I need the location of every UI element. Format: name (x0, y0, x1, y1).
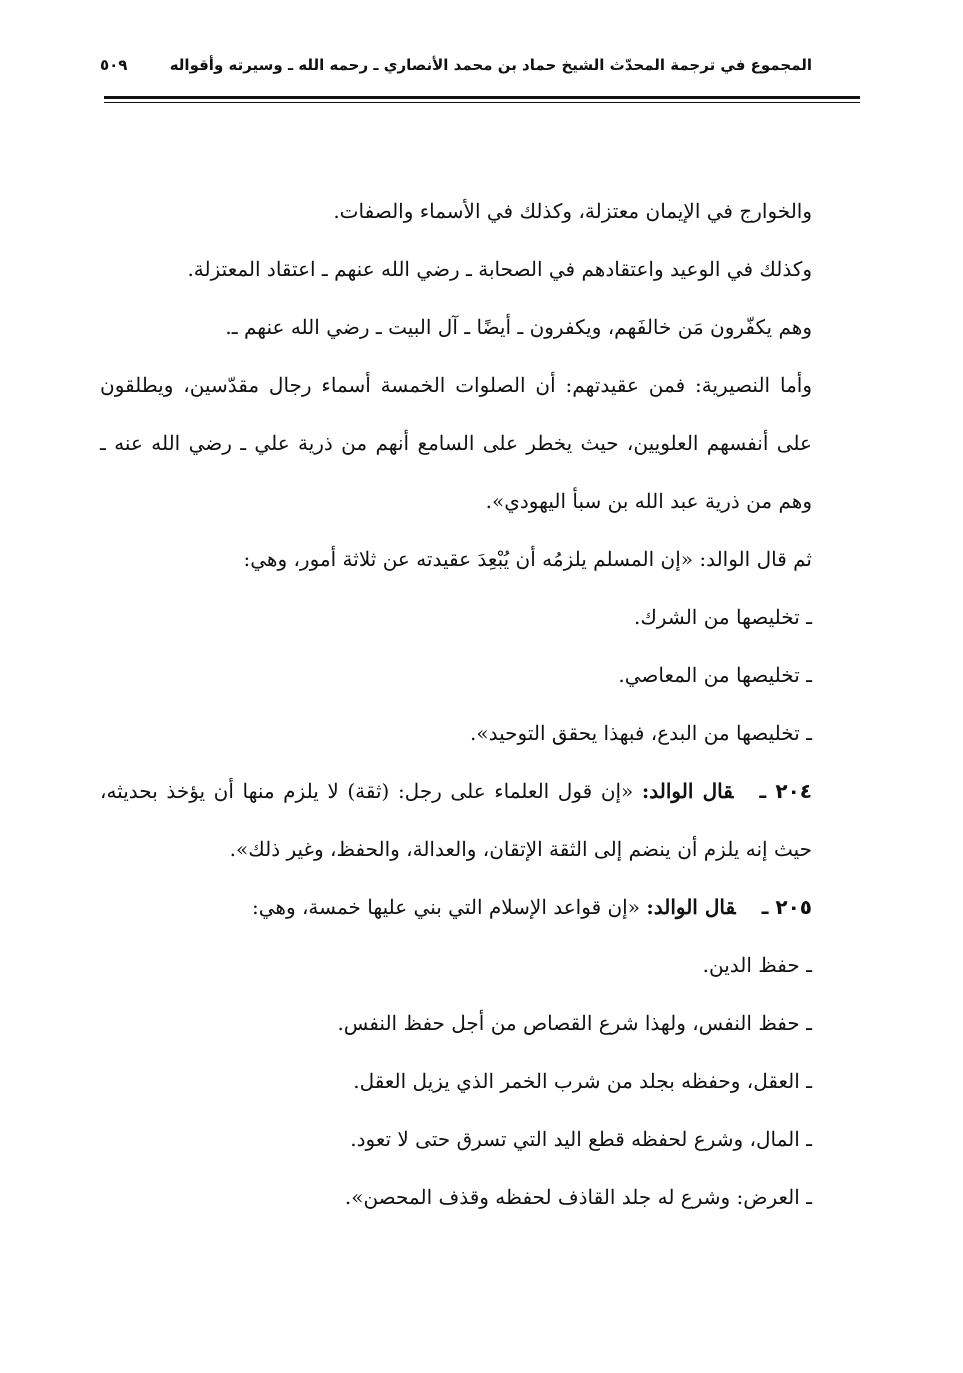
paragraph-three-matters: ثم قال الوالد: «إن المسلم يلزمُه أن يُبْعِدَ عقيدته عن ثلاثة أمور، وهي: (243, 547, 812, 571)
list-item-bida: ـ تخليصها من البدع، فبهذا يحقق التوحيد». (470, 721, 812, 745)
header-rule-thin (104, 102, 860, 103)
list-item-shirk: ـ تخليصها من الشرك. (633, 605, 812, 629)
page-body (100, 182, 812, 1226)
list-item-maal: ـ المال، وشرع لحفظه قطع اليد التي تسرق حتى لا تعود. (350, 1127, 812, 1151)
entry-204-lead: قال الوالد: (641, 779, 734, 803)
paragraph-takfeer: وهم يكفّرون مَن خالفَهم، ويكفرون ـ أيضًا ـ آل البيت ـ رضي الله عنهم ـ. (225, 315, 812, 339)
list-item-ird: ـ العرض: وشرع له جلد القاذف لحفظه وقذف المحصن». (344, 1185, 812, 1209)
list-item-aql: ـ العقل، وحفظه بجلد من شرب الخمر الذي يزيل العقل. (353, 1069, 812, 1093)
running-header (100, 52, 812, 84)
list-item-maasi: ـ تخليصها من المعاصي. (618, 663, 812, 687)
running-header-title: المجموع في ترجمة المحدّث الشيخ حماد بن محمد الأنصاري ـ رحمه الله ـ وسيرته وأقواله (169, 56, 812, 74)
paragraph-waeed: وكذلك في الوعيد واعتقادهم في الصحابة ـ رضي الله عنهم ـ اعتقاد المعتزلة. (187, 257, 812, 281)
list-item-deen: ـ حفظ الدين. (702, 953, 812, 977)
page-number: ٥٠٩ (100, 56, 128, 74)
header-rule-thick (104, 96, 860, 99)
entry-205-number: ٢٠٥ ـ (761, 895, 812, 919)
entry-205-text: «إن قواعد الإسلام التي بني عليها خمسة، وهي: (251, 895, 640, 919)
paragraph-nusayriyya: وأما النصيرية: فمن عقيدتهم: أن الصلوات الخمسة أسماء رجال مقدّسين، ويطلقون على أنفسهم العلويين، حيث يخطر على السامع أنهم من ذرية علي ـ رضي الله عنه ـ وهم من ذرية عبد الله بن سبأ اليهودي». (100, 373, 812, 513)
entry-205 (100, 878, 812, 936)
entry-204-number: ٢٠٤ ـ (759, 779, 812, 803)
entry-205-lead: قال الوالد: (646, 895, 736, 919)
entry-204-text: «إن قول العلماء على رجل: (ثقة) لا يلزم منها أن يؤخذ بحديثه، حيث إنه يلزم أن ينضم إلى الثقة الإتقان، والعدالة، والحفظ، وغير ذلك». (100, 779, 812, 861)
paragraph-khawarij: والخوارج في الإيمان معتزلة، وكذلك في الأسماء والصفات. (333, 199, 812, 223)
entry-204 (100, 762, 812, 878)
list-item-nafs: ـ حفظ النفس، ولهذا شرع القصاص من أجل حفظ النفس. (337, 1011, 812, 1035)
